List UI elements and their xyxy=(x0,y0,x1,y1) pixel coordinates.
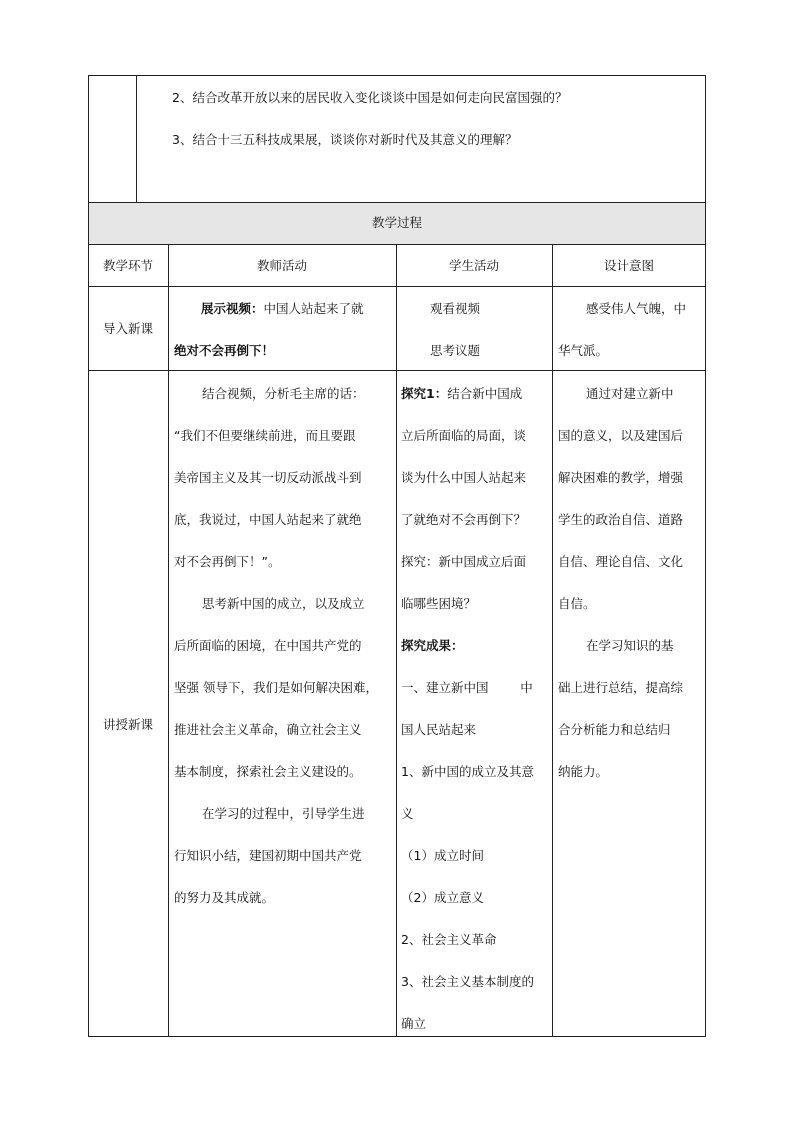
text-line: 解决困难的教学，增强 xyxy=(558,470,684,485)
table-divider xyxy=(552,244,553,1036)
table-divider xyxy=(396,244,397,1036)
table-border-top xyxy=(88,75,706,76)
teacher-activity-main xyxy=(174,373,378,919)
teacher-activity-label: 展示视频： xyxy=(201,301,264,316)
text-line: 思考新中国的成立，以及成立 xyxy=(202,596,365,611)
inquiry-result-label: 探究成果： xyxy=(401,638,464,653)
text-line: 3、社会主义基本制度的 xyxy=(401,974,534,989)
section-title: 教学过程 xyxy=(371,215,422,230)
text-line: 确立 xyxy=(401,1016,427,1031)
stage-intro: 导入新课 xyxy=(102,321,153,336)
text-line: 后所面临的困境，在中国共产党的 xyxy=(174,638,362,653)
text-line: 自信。 xyxy=(558,596,596,611)
table-divider xyxy=(88,202,706,203)
text-line: 思考议题 xyxy=(430,343,481,358)
teacher-activity-intro-cont xyxy=(174,330,274,372)
question-3: 3、结合十三五科技成果展，谈谈你对新时代及其意义的理解？ xyxy=(172,132,518,147)
text-line: 推进社会主义革命，确立社会主义 xyxy=(174,722,362,737)
teacher-activity-intro xyxy=(201,288,364,330)
text-line: 学生的政治自信、道路 xyxy=(558,512,684,527)
text-line: 探究：新中国成立后面 xyxy=(401,554,527,569)
text-line: “我们不但要继续前进，而且要跟 xyxy=(174,428,356,443)
text-line: 坚强 领导下，我们是如何解决困难， xyxy=(174,680,378,695)
text-line: 国的意义，以及建国后 xyxy=(558,428,684,443)
inquiry-label: 探究1： xyxy=(401,386,448,401)
column-header-intent: 设计意图 xyxy=(603,258,654,273)
stage-main: 讲授新课 xyxy=(102,717,153,732)
table-border-bottom xyxy=(88,1036,706,1037)
text-line: 1、新中国的成立及其意 xyxy=(401,764,534,779)
text-line: 在学习的过程中，引导学生进 xyxy=(202,806,365,821)
text-line: 观看视频 xyxy=(430,301,481,316)
table-divider xyxy=(88,286,706,287)
question-2: 2、结合改革开放以来的居民收入变化谈谈中国是如何走向民富国强的？ xyxy=(172,90,568,105)
table-divider xyxy=(168,244,169,1036)
text-line: 国人民站起来 xyxy=(401,722,477,737)
column-header-stage: 教学环节 xyxy=(102,258,153,273)
student-activity-main xyxy=(401,373,534,1045)
column-header-teacher: 教师活动 xyxy=(256,258,307,273)
text-line: （2）成立意义 xyxy=(401,890,484,905)
text-line xyxy=(401,625,534,667)
text-line: 通过对建立新中 xyxy=(586,386,674,401)
text-line: 探究1：结合新中国成 xyxy=(401,386,523,401)
text-line: 结合视频，分析毛主席的话： xyxy=(202,386,365,401)
table-divider xyxy=(88,244,706,245)
text-line: 立后所面临的局面，谈 xyxy=(401,428,527,443)
text-line: 对不会再倒下！”。 xyxy=(174,554,281,569)
intent-intro xyxy=(586,288,686,330)
text-line: （1）成立时间 xyxy=(401,848,484,863)
text-line: 谈为什么中国人站起来 xyxy=(401,470,527,485)
intent-intro-cont xyxy=(558,330,608,372)
text-line: 2、社会主义革命 xyxy=(401,932,497,947)
table-divider xyxy=(136,75,137,202)
student-activity-intro xyxy=(430,288,480,372)
column-header-student: 学生活动 xyxy=(448,258,499,273)
text-line: 绝对不会再倒下！ xyxy=(174,343,275,358)
intent-main xyxy=(558,373,683,793)
text-line: 一、建立新中国 中 xyxy=(401,680,533,695)
text-line: 义 xyxy=(401,806,414,821)
text-line: 临哪些困境？ xyxy=(401,596,477,611)
text-line: 展示视频：中国人站起来了就 xyxy=(201,301,364,316)
text-line: 合分析能力和总结归 xyxy=(558,722,671,737)
text-line: 基本制度，探索社会主义建设的。 xyxy=(174,764,362,779)
text-line: 在学习知识的基 xyxy=(586,638,674,653)
text-line: 纳能力。 xyxy=(558,764,609,779)
text-line: 华气派。 xyxy=(558,343,609,358)
text-line: 美帝国主义及其一切反动派战斗到 xyxy=(174,470,362,485)
text-line: 行知识小结，建国初期中国共产党 xyxy=(174,848,362,863)
text-line: 的努力及其成就。 xyxy=(174,890,275,905)
text-line: 础上进行总结，提高综 xyxy=(558,680,684,695)
text-line: 了就绝对不会再倒下？ xyxy=(401,512,527,527)
text-line: 自信、理论自信、文化 xyxy=(558,554,684,569)
text-line: 感受伟人气魄，中 xyxy=(586,301,687,316)
text-line: 底，我说过，中国人站起来了就绝 xyxy=(174,512,362,527)
